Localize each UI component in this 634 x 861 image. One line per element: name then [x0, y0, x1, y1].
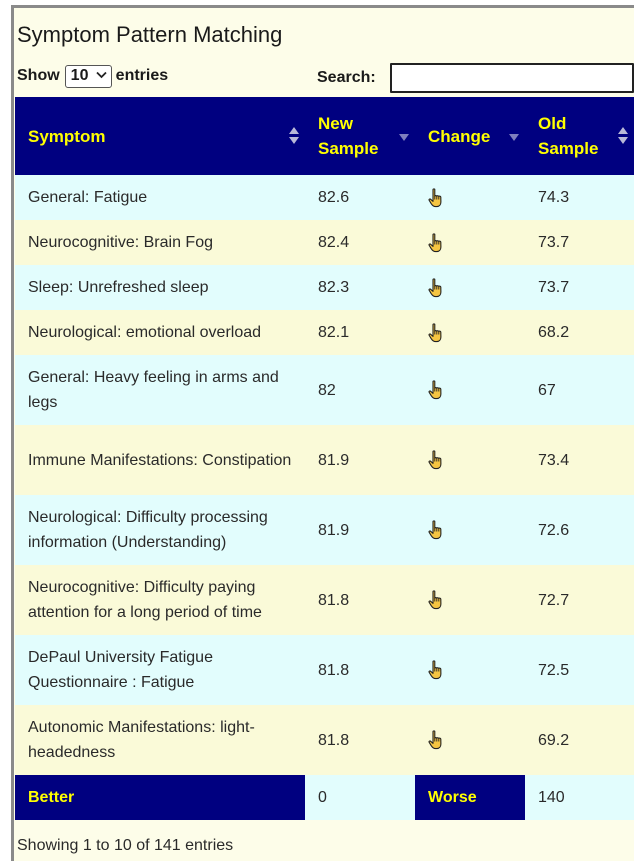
cell-old-sample: 73.7 [525, 265, 634, 310]
table-row [15, 355, 634, 425]
page-title: Symptom Pattern Matching [17, 22, 283, 47]
pointing-hand-icon [428, 380, 446, 400]
pointing-hand-icon [428, 323, 446, 343]
cell-old-sample: 72.7 [525, 565, 634, 635]
table-row [15, 705, 634, 775]
table-row [15, 495, 634, 565]
table-row [15, 425, 634, 495]
cell-new-sample: 81.9 [305, 425, 415, 495]
cell-change [415, 220, 525, 265]
cell-symptom: Neurological: emotional overload [15, 310, 305, 355]
pointing-hand-icon [428, 730, 446, 750]
table-info: Showing 1 to 10 of 141 entries [17, 837, 234, 854]
entries-select[interactable] [65, 65, 112, 88]
cell-old-sample: 74.3 [525, 175, 634, 220]
symptom-table [15, 97, 634, 820]
cell-symptom: General: Heavy feeling in arms and legs [15, 355, 305, 425]
cell-change [415, 355, 525, 425]
cell-change [415, 175, 525, 220]
footer-better-label: Better [15, 775, 305, 820]
cell-old-sample: 73.4 [525, 425, 634, 495]
footer-worse-value: 140 [525, 775, 634, 820]
cell-change [415, 705, 525, 775]
cell-old-sample: 68.2 [525, 310, 634, 355]
column-header-new-sample[interactable] [305, 97, 415, 175]
cell-new-sample: 82.3 [305, 265, 415, 310]
cell-symptom: Autonomic Manifestations: light-headedness [15, 705, 305, 775]
column-header-old-sample[interactable] [525, 97, 634, 175]
cell-change [415, 635, 525, 705]
pointing-hand-icon [428, 188, 446, 208]
table-footer-row [15, 775, 634, 820]
column-header-symptom-label: Symptom [28, 126, 106, 146]
column-header-change[interactable] [415, 97, 525, 175]
sort-desc-icon [399, 126, 409, 146]
column-header-new-sample-line1: New [318, 114, 353, 133]
cell-new-sample: 82.6 [305, 175, 415, 220]
cell-new-sample: 82 [305, 355, 415, 425]
table-row [15, 265, 634, 310]
cell-new-sample: 81.9 [305, 495, 415, 565]
cell-change [415, 495, 525, 565]
cell-symptom: Neurocognitive: Difficulty paying attention for a long period of time [15, 565, 305, 635]
cell-change [415, 565, 525, 635]
cell-change [415, 310, 525, 355]
cell-change [415, 425, 525, 495]
show-label: Show [17, 67, 60, 84]
column-header-old-sample-line1: Old [538, 114, 567, 133]
table-header-row [15, 97, 634, 175]
cell-symptom: Sleep: Unrefreshed sleep [15, 265, 305, 310]
cell-new-sample: 81.8 [305, 565, 415, 635]
pointing-hand-icon [428, 520, 446, 540]
cell-symptom: Neurocognitive: Brain Fog [15, 220, 305, 265]
cell-new-sample: 82.4 [305, 220, 415, 265]
pointing-hand-icon [428, 590, 446, 610]
footer-better-value: 0 [305, 775, 415, 820]
cell-new-sample: 81.8 [305, 705, 415, 775]
cell-symptom: General: Fatigue [15, 175, 305, 220]
cell-new-sample: 82.1 [305, 310, 415, 355]
table-row [15, 220, 634, 265]
sort-desc-icon [509, 126, 519, 146]
cell-symptom: Immune Manifestations: Constipation [15, 425, 305, 495]
cell-symptom: DePaul University Fatigue Questionnaire : Fatigue [15, 635, 305, 705]
cell-new-sample: 81.8 [305, 635, 415, 705]
column-header-change-label: Change [428, 126, 491, 146]
pointing-hand-icon [428, 233, 446, 253]
table-row [15, 175, 634, 220]
column-header-new-sample-line2: Sample [318, 139, 379, 158]
cell-old-sample: 69.2 [525, 705, 634, 775]
sort-both-icon [618, 126, 628, 146]
column-header-old-sample-line2: Sample [538, 139, 599, 158]
pointing-hand-icon [428, 278, 446, 298]
pointing-hand-icon [428, 450, 446, 470]
entries-label: entries [115, 67, 169, 84]
page-container [11, 5, 634, 861]
column-header-symptom[interactable] [15, 97, 305, 175]
table-row [15, 310, 634, 355]
entries-length-control [17, 63, 168, 89]
search-label: Search: [317, 69, 376, 86]
entries-select-value: 10 [70, 67, 89, 84]
cell-old-sample: 72.6 [525, 495, 634, 565]
chevron-down-icon [96, 71, 107, 82]
cell-old-sample: 67 [525, 355, 634, 425]
sort-both-icon [289, 126, 299, 146]
cell-old-sample: 73.7 [525, 220, 634, 265]
search-input[interactable] [390, 63, 634, 93]
cell-old-sample: 72.5 [525, 635, 634, 705]
footer-worse-label: Worse [415, 775, 525, 820]
table-row [15, 565, 634, 635]
cell-symptom: Neurological: Difficulty processing information (Understanding) [15, 495, 305, 565]
pointing-hand-icon [428, 660, 446, 680]
table-row [15, 635, 634, 705]
cell-change [415, 265, 525, 310]
